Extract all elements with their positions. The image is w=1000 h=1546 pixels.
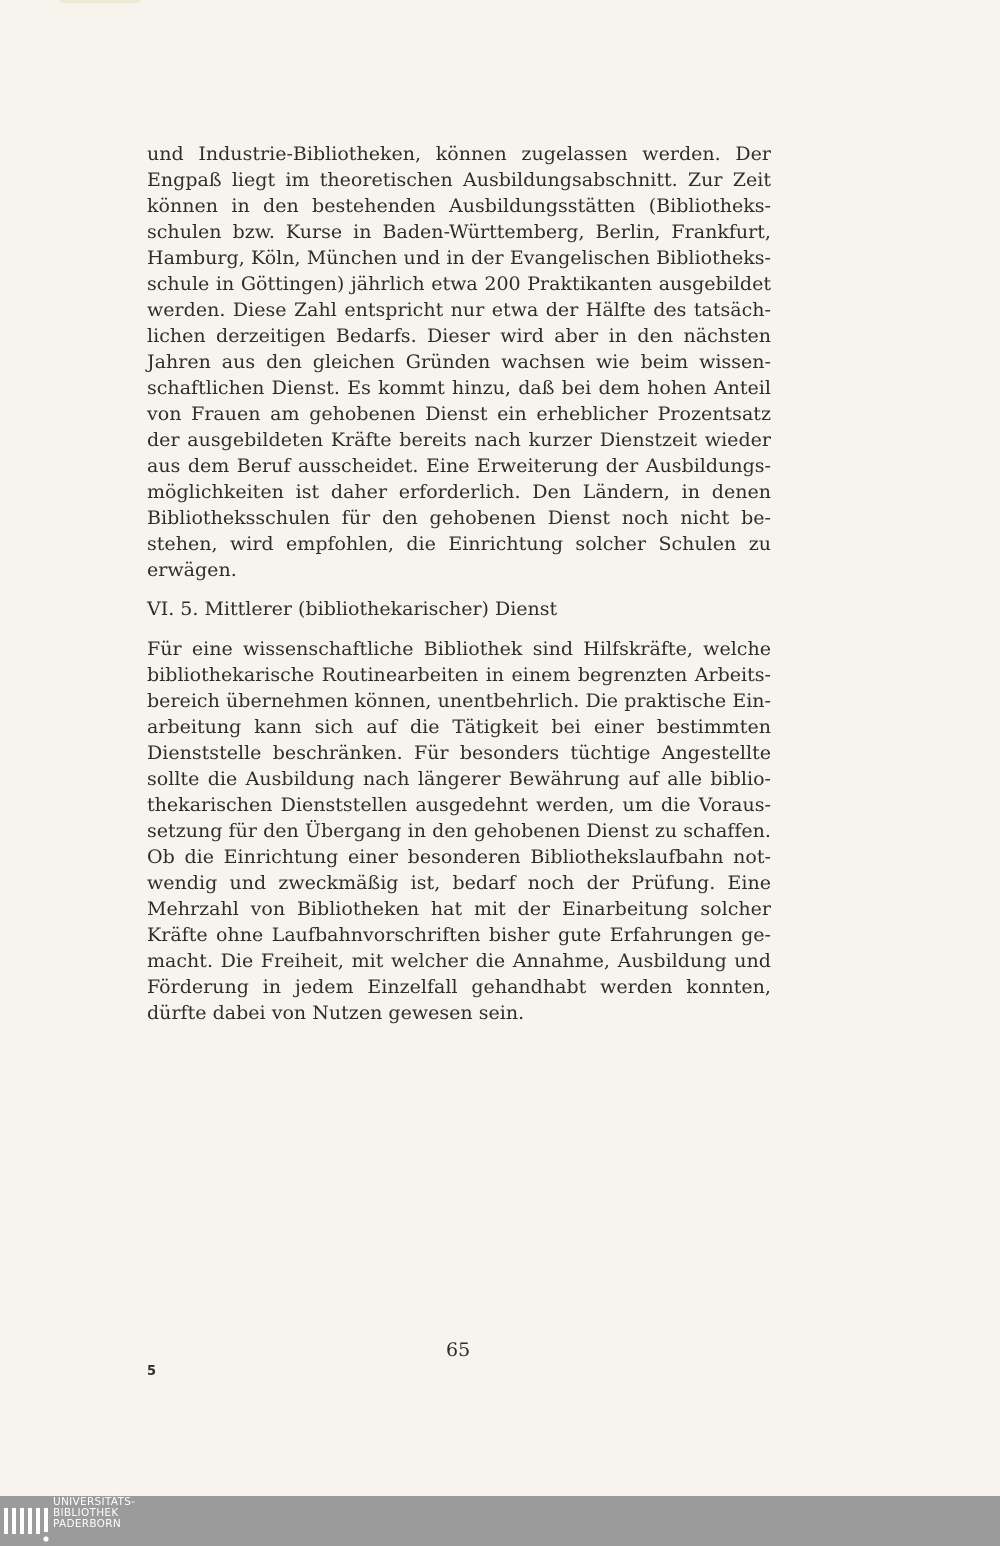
paragraph-2-line: arbeitung kann sich auf die Tätigkeit bei einer bestimmten — [147, 716, 771, 738]
paragraph-2-line: macht. Die Freiheit, mit welcher die Annahme, Ausbildung und — [147, 950, 771, 972]
paragraph-1-line: aus dem Beruf ausscheidet. Eine Erweiterung der Ausbildungs- — [147, 455, 771, 477]
paragraph-2-line: bibliothekarische Routinearbeiten in einem begrenzten Arbeits- — [147, 664, 771, 686]
logo-line-3: PADERBORN — [53, 1518, 121, 1530]
page-number: 65 — [446, 1339, 471, 1361]
paragraph-2-line: Kräfte ohne Laufbahnvorschriften bisher gute Erfahrungen ge- — [147, 924, 771, 946]
paragraph-2-line: Für eine wissenschaftliche Bibliothek sind Hilfskräfte, welche — [147, 638, 771, 660]
paragraph-2-line: Ob die Einrichtung einer besonderen Bibliothekslaufbahn not- — [147, 846, 771, 868]
paragraph-1-line: Hamburg, Köln, München und in der Evangelischen Bibliotheks- — [147, 247, 771, 269]
paragraph-1-line: Bibliotheksschulen für den gehobenen Dienst noch nicht be- — [147, 507, 771, 529]
paragraph-2-line: wendig und zweckmäßig ist, bedarf noch der Prüfung. Eine — [147, 872, 771, 894]
paragraph-2-line: Dienststelle beschränken. Für besonders tüchtige Angestellte — [147, 742, 771, 764]
paragraph-1-line: werden. Diese Zahl entspricht nur etwa der Hälfte des tatsäch- — [147, 299, 771, 321]
library-footer-bar — [0, 1496, 1000, 1546]
logo-line-1: UNIVERSITÄTS- — [53, 1496, 136, 1508]
paragraph-1-line: Engpaß liegt im theoretischen Ausbildungsabschnitt. Zur Zeit — [147, 169, 771, 191]
paragraph-1-line: Jahren aus den gleichen Gründen wachsen wie beim wissen- — [147, 351, 771, 373]
paragraph-continued — [147, 141, 771, 583]
paragraph-1-line: lichen derzeitigen Bedarfs. Dieser wird aber in den nächsten — [147, 325, 771, 347]
paragraph-2-line: bereich übernehmen können, unentbehrlich. Die praktische Ein- — [147, 690, 771, 712]
paragraph-2-line: Mehrzahl von Bibliotheken hat mit der Einarbeitung solcher — [147, 898, 771, 920]
paragraph-1-line: möglichkeiten ist daher erforderlich. Den Ländern, in denen — [147, 481, 771, 503]
paragraph-1-line: schaftlichen Dienst. Es kommt hinzu, daß bei dem hohen Anteil — [147, 377, 771, 399]
paragraph-1-line: schule in Göttingen) jährlich etwa 200 Praktikanten ausgebildet — [147, 273, 771, 295]
paragraph-1-line: schulen bzw. Kurse in Baden-Württemberg, Berlin, Frankfurt, — [147, 221, 771, 243]
paragraph-1-line: und Industrie-Bibliotheken, können zugelassen werden. Der — [147, 143, 771, 165]
paragraph-2-line: sollte die Ausbildung nach längerer Bewährung auf alle biblio- — [147, 768, 771, 790]
paragraph-1-line: stehen, wird empfohlen, die Einrichtung solcher Schulen zu — [147, 533, 771, 555]
paragraph-1-line: der ausgebildeten Kräfte bereits nach kurzer Dienstzeit wieder — [147, 429, 771, 451]
logo-line-2: BIBLIOTHEK — [53, 1507, 119, 1519]
signature-mark: 5 — [147, 1364, 157, 1379]
paragraph-mittlerer-dienst — [147, 636, 771, 1026]
paragraph-2-line: thekarischen Dienststellen ausgedehnt werden, um die Voraus- — [147, 794, 771, 816]
scan-edge-mark — [60, 0, 140, 3]
paragraph-1-line: erwägen. — [147, 559, 237, 581]
paragraph-1-line: von Frauen am gehobenen Dienst ein erheblicher Prozentsatz — [147, 403, 771, 425]
library-logo-text — [53, 1497, 135, 1530]
section-heading: VI. 5. Mittlerer (bibliothekarischer) Dienst — [147, 598, 558, 620]
library-logo-icon — [4, 1508, 50, 1542]
paragraph-2-line: Förderung in jedem Einzelfall gehandhabt werden konnten, — [147, 976, 771, 998]
paragraph-2-line: setzung für den Übergang in den gehobenen Dienst zu schaffen. — [147, 820, 771, 842]
paragraph-2-line: dürfte dabei von Nutzen gewesen sein. — [147, 1002, 525, 1024]
paragraph-1-line: können in den bestehenden Ausbildungsstätten (Bibliotheks- — [147, 195, 771, 217]
